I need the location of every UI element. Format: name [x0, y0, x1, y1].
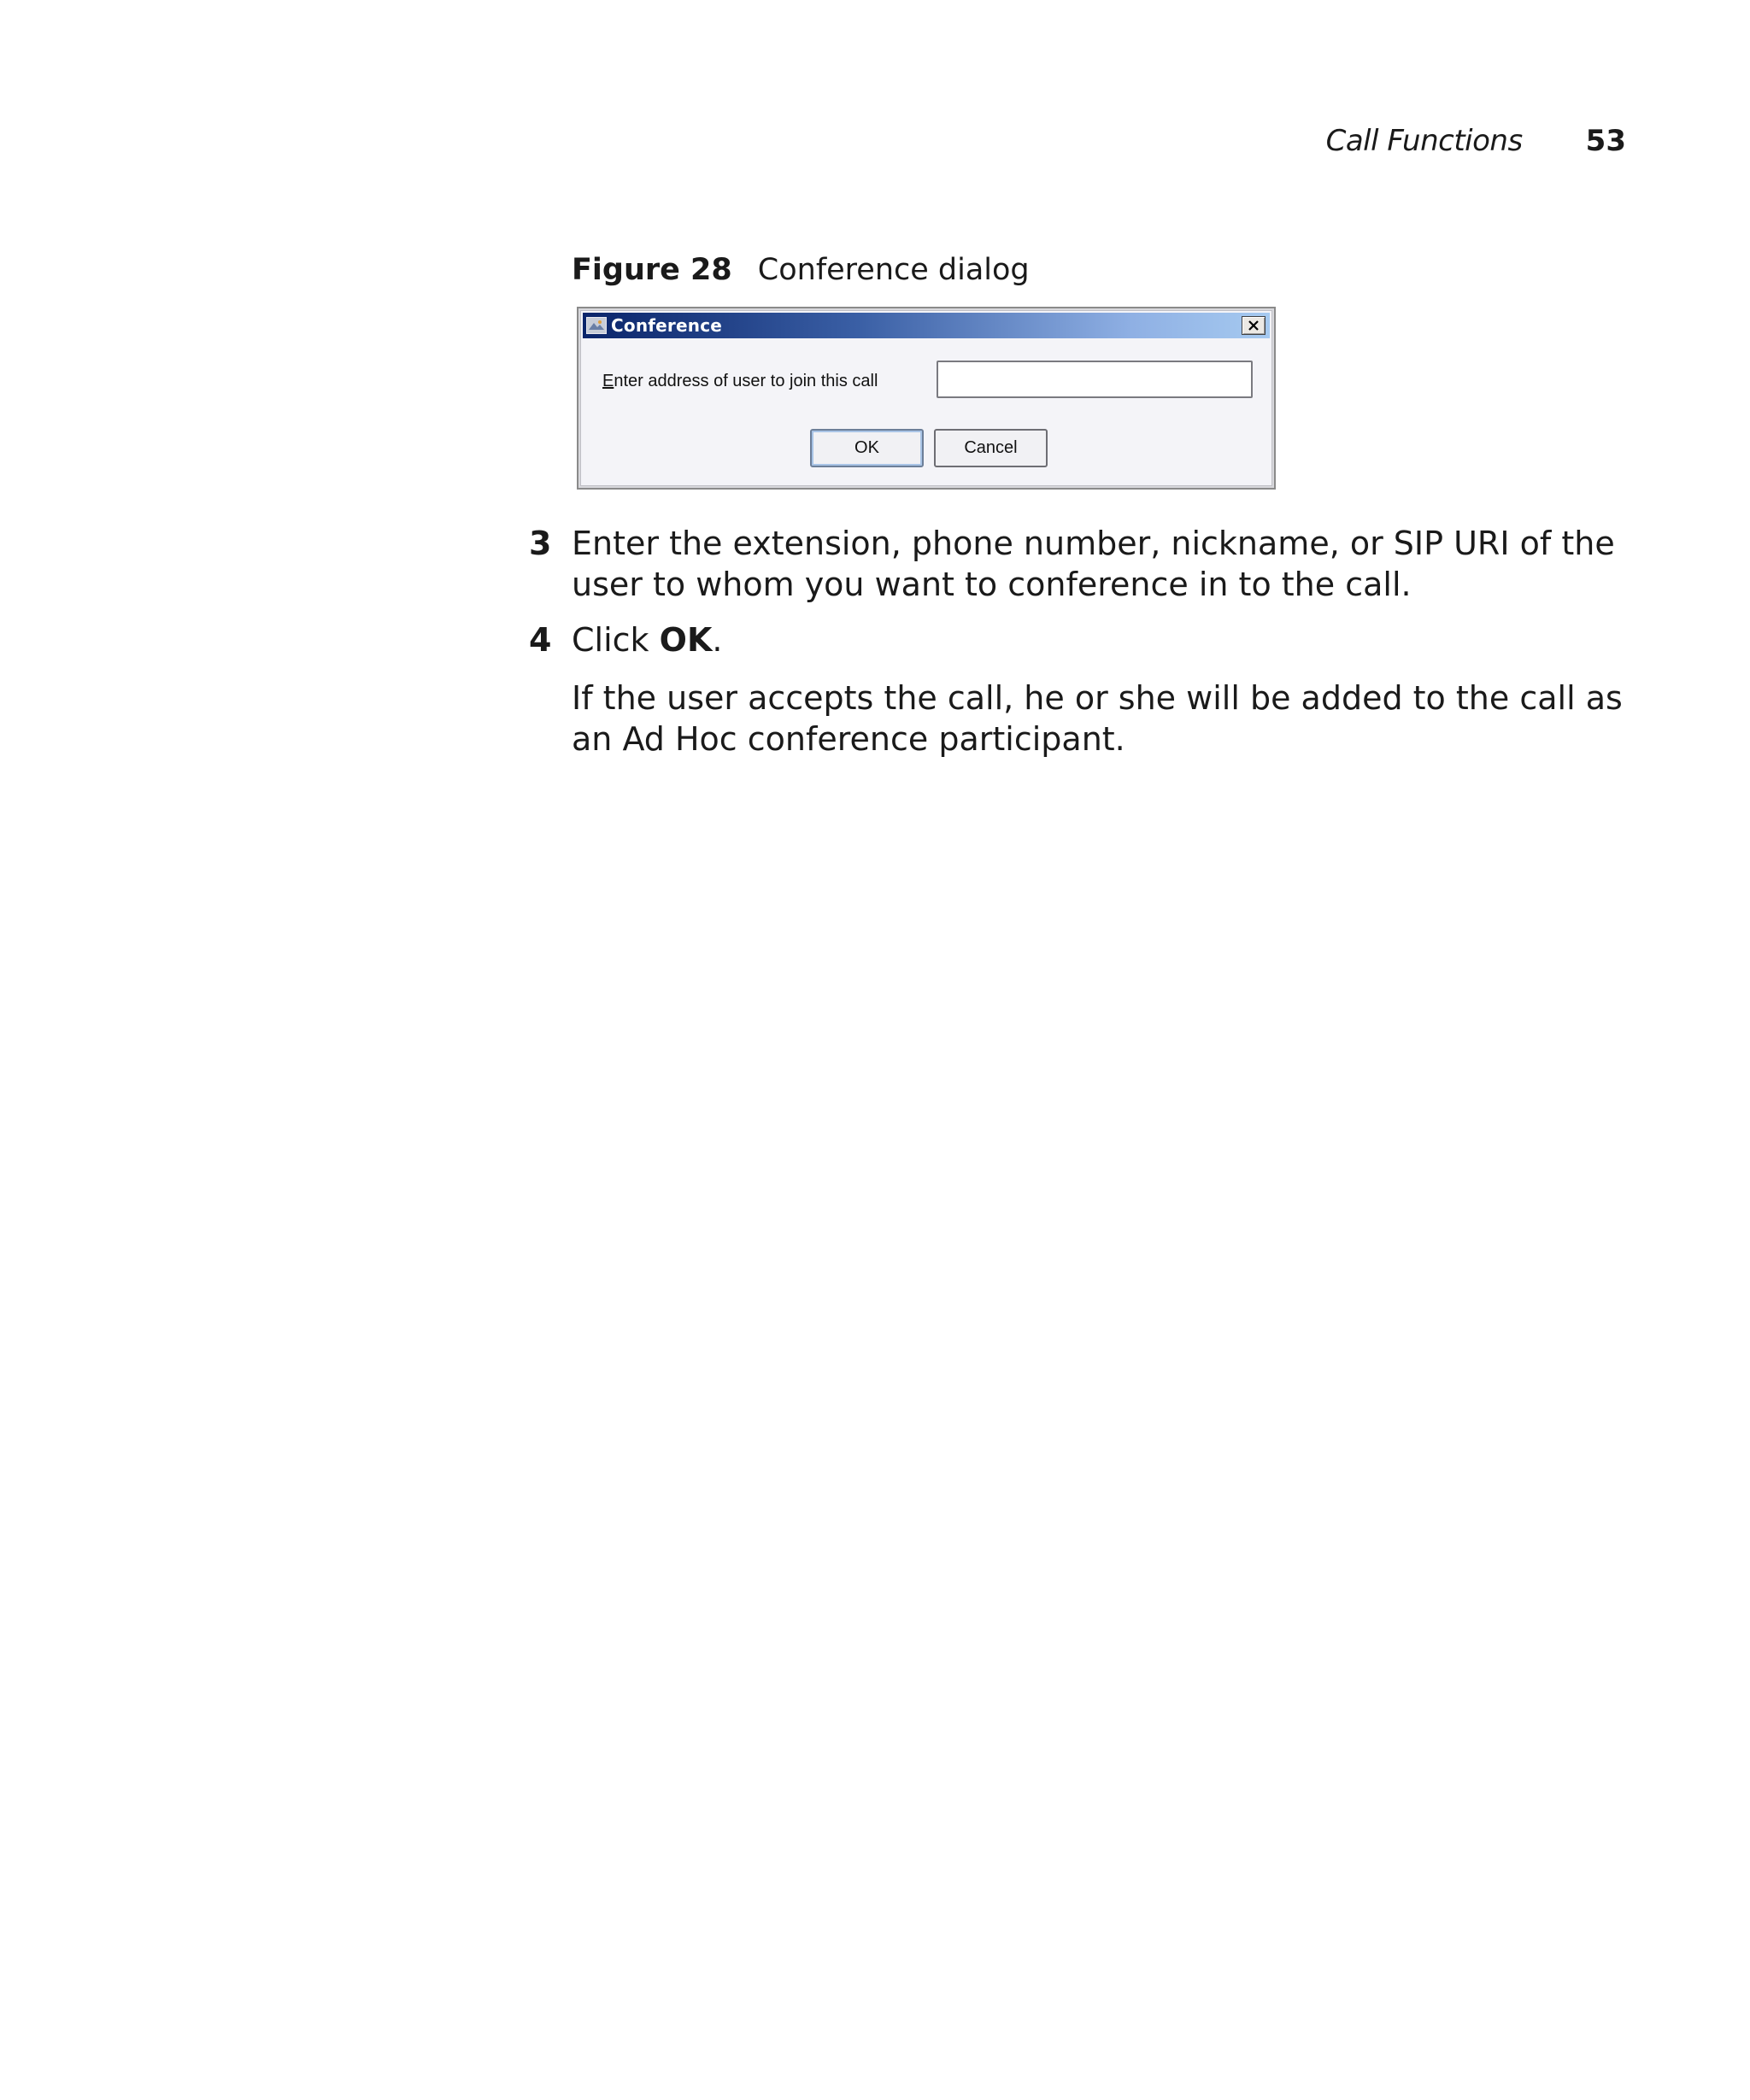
dialog-titlebar[interactable] [583, 313, 1270, 338]
step-4-result: If the user accepts the call, he or she will be added to the call as an Ad Hoc conference participant. [572, 679, 1623, 758]
section-title: Call Functions [1325, 124, 1523, 158]
ok-button[interactable]: OK [810, 429, 924, 467]
java-app-icon [586, 317, 607, 334]
step-text-prefix: Click [572, 621, 660, 659]
step-4 [529, 619, 723, 660]
step-3 [529, 523, 1640, 605]
running-header [1326, 120, 1626, 162]
address-input[interactable] [937, 361, 1253, 398]
step-text: Enter the extension, phone number, nickname, or SIP URI of the user to whom you want to conference in to the call. [572, 525, 1615, 603]
dialog-title: Conference [611, 315, 723, 336]
address-label [602, 372, 878, 391]
figure-caption [572, 253, 1030, 287]
step-text-suffix: . [712, 621, 723, 659]
close-button[interactable] [1242, 316, 1266, 335]
figure-title: Conference dialog [757, 253, 1030, 287]
step-number: 4 [529, 621, 552, 659]
step-number: 3 [529, 525, 552, 562]
close-icon [1248, 320, 1260, 331]
conference-dialog [577, 307, 1276, 490]
step-ok-emphasis: OK [659, 621, 713, 659]
cancel-button[interactable]: Cancel [934, 429, 1048, 467]
page-number: 53 [1585, 124, 1626, 158]
address-label-text: nter address of user to join this call [614, 372, 878, 390]
figure-label: Figure 28 [572, 253, 732, 287]
address-label-mnemonic: E [602, 372, 614, 390]
